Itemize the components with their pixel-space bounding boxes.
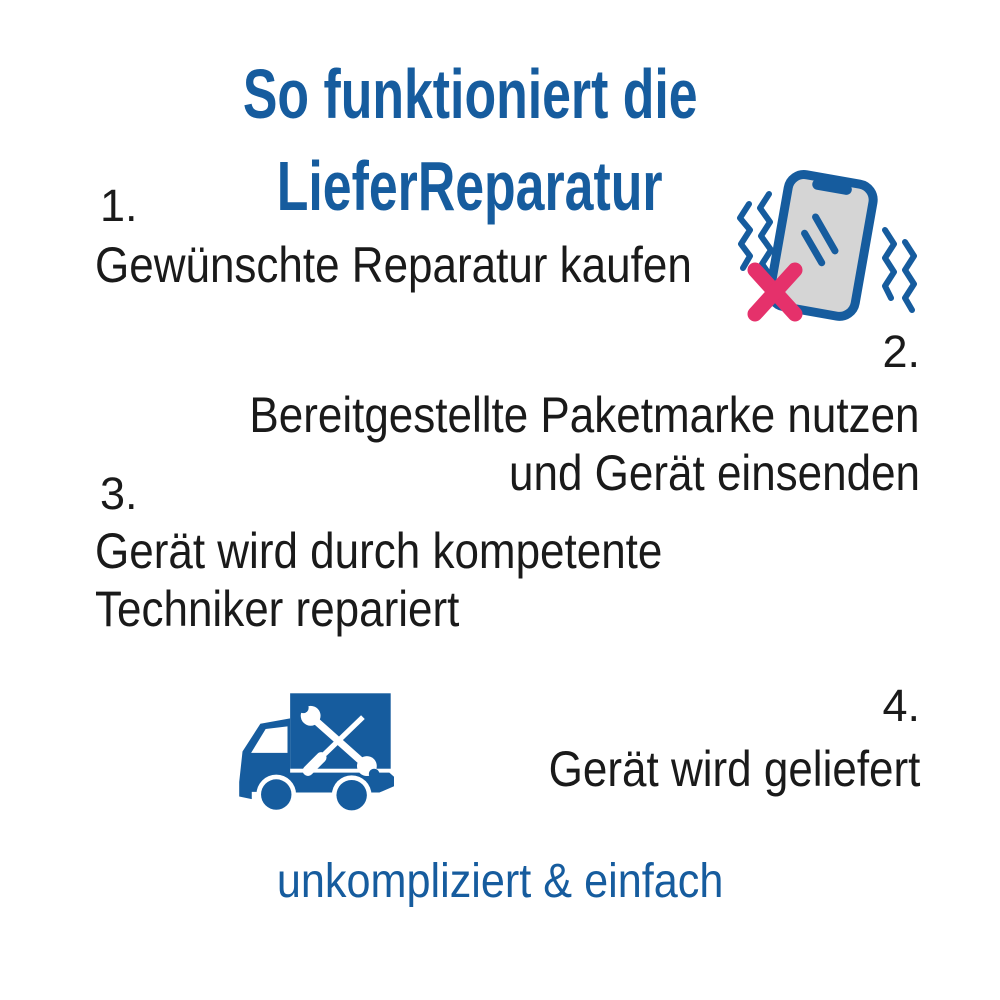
broken-phone-icon <box>733 166 923 348</box>
footer-tagline <box>0 854 1000 910</box>
step-3-line-1: Gerät wird durch kompetente <box>95 523 663 579</box>
step-3-line-2: Techniker repariert <box>95 581 460 637</box>
step-2-line-1: Bereitgestellte Paketmarke nutzen <box>249 387 920 443</box>
step-4-line-1: Gerät wird geliefert <box>548 741 920 797</box>
rear-wheel <box>332 775 372 815</box>
step-4-number: 4. <box>882 680 920 731</box>
step-3-text <box>95 522 740 638</box>
step-3-number: 3. <box>100 468 138 519</box>
step-2-block <box>158 328 920 502</box>
page-title-line-1: So funktioniert die <box>242 55 698 133</box>
step-2-line-2: und Gerät einsenden <box>509 445 920 501</box>
step-1-number: 1. <box>100 180 138 231</box>
step-4-block <box>498 682 920 798</box>
step-2-number: 2. <box>882 326 920 377</box>
front-wheel <box>256 775 296 815</box>
vibration-lines-left <box>740 194 771 274</box>
footer-tagline-text: unkompliziert & einfach <box>276 855 724 908</box>
step-1-text <box>95 236 773 294</box>
step-1-line-1: Gewünschte Reparatur kaufen <box>95 237 692 293</box>
vibration-lines-right <box>885 230 914 310</box>
page-title-line-2: LieferReparatur <box>277 147 663 225</box>
repair-truck-icon <box>222 688 394 817</box>
